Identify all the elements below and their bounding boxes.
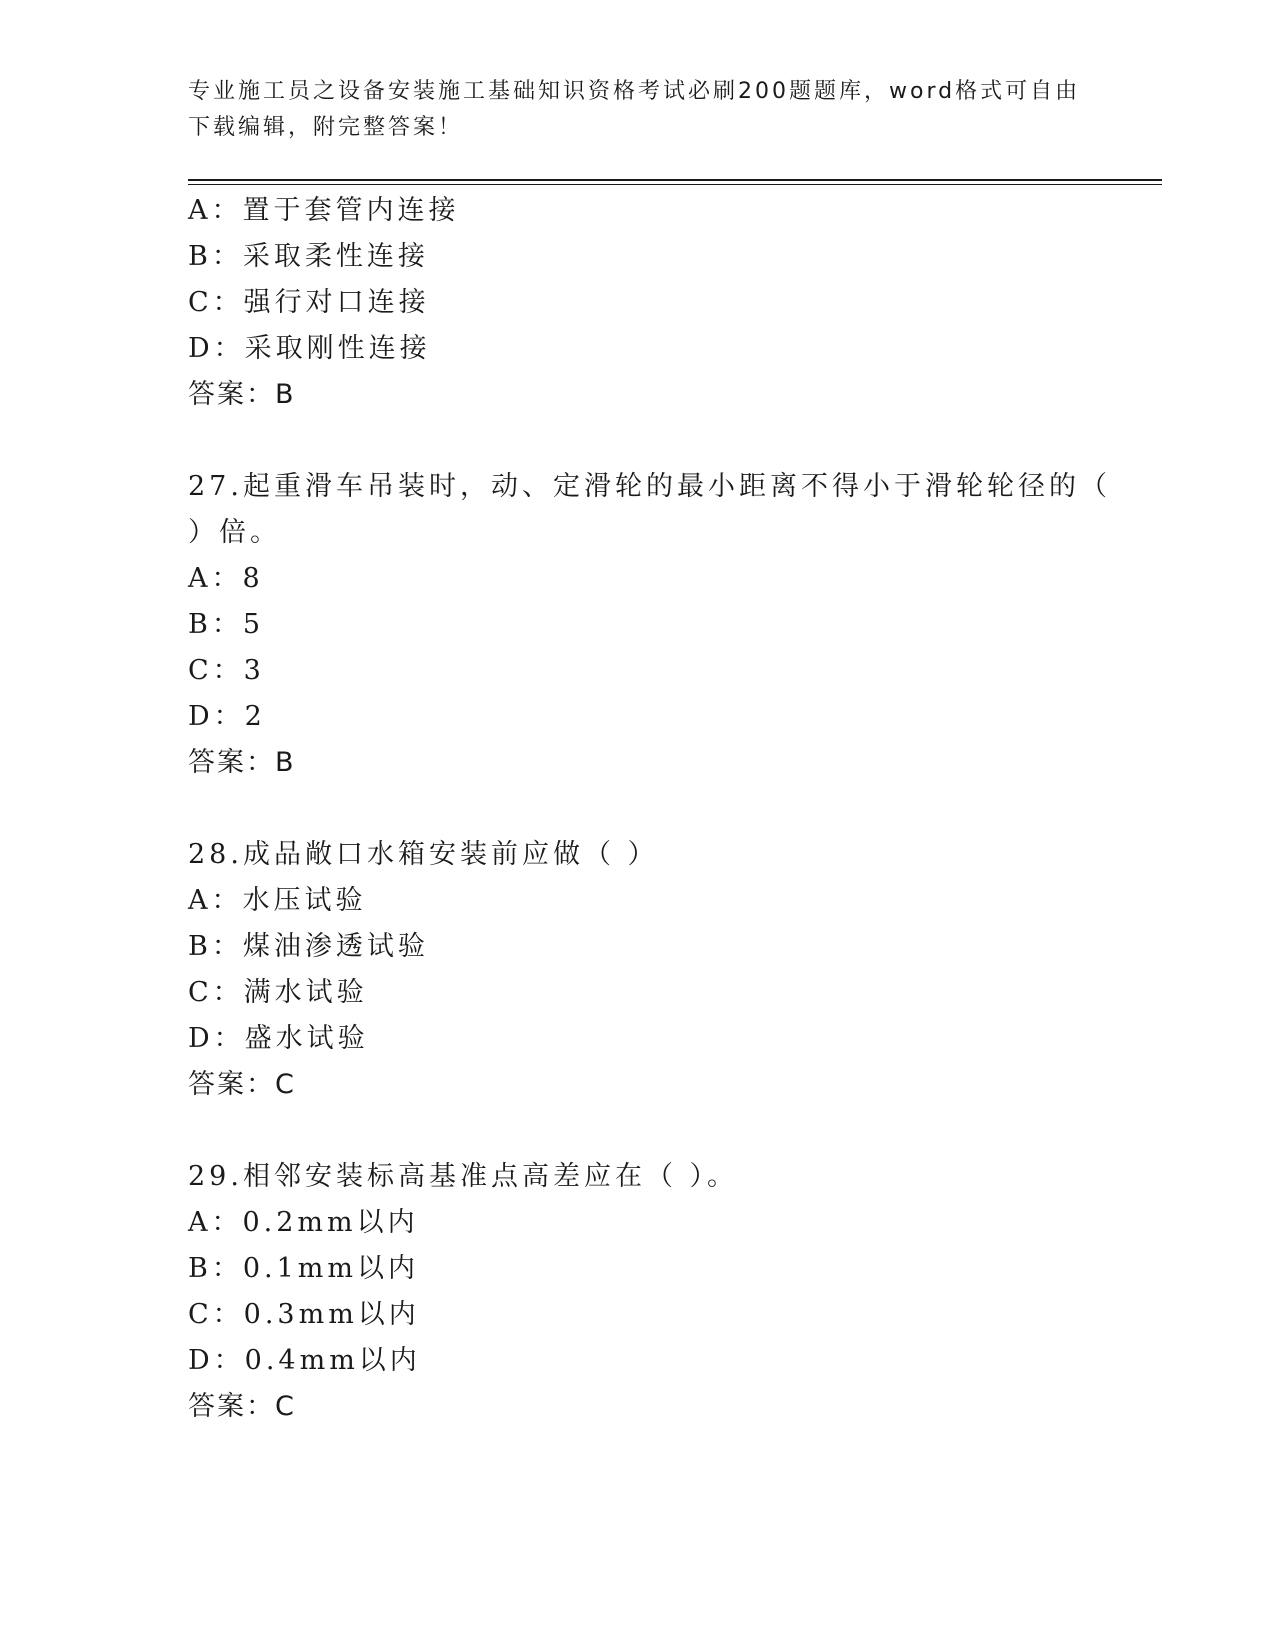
option-a: A：水压试验	[188, 885, 367, 916]
answer-line: 答案：C	[188, 1069, 296, 1100]
header-line-1: 专业施工员之设备安装施工基础知识资格考试必刷200题题库，word格式可自由	[188, 79, 1081, 104]
option-b: B：0.1mm以内	[188, 1253, 419, 1284]
question-stem: 29.相邻安装标高基准点高差应在（ ）。	[188, 1161, 739, 1192]
header-divider-thin	[188, 184, 1162, 185]
option-a: A：0.2mm以内	[188, 1207, 419, 1238]
option-d: D：盛水试验	[188, 1023, 369, 1054]
question-27	[188, 464, 1111, 786]
option-d: D：0.4mm以内	[188, 1345, 421, 1376]
answer-line: 答案：B	[188, 747, 296, 778]
option-d: D：采取刚性连接	[188, 333, 431, 364]
question-28	[188, 832, 1108, 1108]
header-divider-thick	[188, 179, 1162, 181]
answer-line: 答案：C	[188, 1391, 296, 1422]
question-29	[188, 1154, 1108, 1430]
header-line-2: 下载编辑，附完整答案！	[188, 115, 464, 140]
option-c: C：3	[188, 655, 265, 686]
question-stem: 27.起重滑车吊装时，动、定滑轮的最小距离不得小于滑轮轮径的（	[188, 471, 1111, 502]
document-header	[188, 74, 1088, 146]
spacer	[188, 1108, 1108, 1154]
question-list	[188, 188, 1111, 1430]
option-b: B：煤油渗透试验	[188, 931, 429, 962]
question-26	[188, 188, 1108, 418]
option-d: D：2	[188, 701, 266, 732]
option-c: C：强行对口连接	[188, 287, 430, 318]
question-stem-continued: ）倍。	[188, 517, 281, 548]
question-stem: 28.成品敞口水箱安装前应做（ ）	[188, 839, 659, 870]
option-a: A：8	[188, 563, 264, 594]
spacer	[188, 418, 1108, 464]
option-c: C：满水试验	[188, 977, 368, 1008]
option-c: C：0.3mm以内	[188, 1299, 420, 1330]
option-b: B：5	[188, 609, 265, 640]
option-b: B：采取柔性连接	[188, 241, 429, 272]
spacer	[188, 786, 1108, 832]
option-a: A：置于套管内连接	[188, 195, 460, 226]
answer-line: 答案：B	[188, 379, 296, 410]
